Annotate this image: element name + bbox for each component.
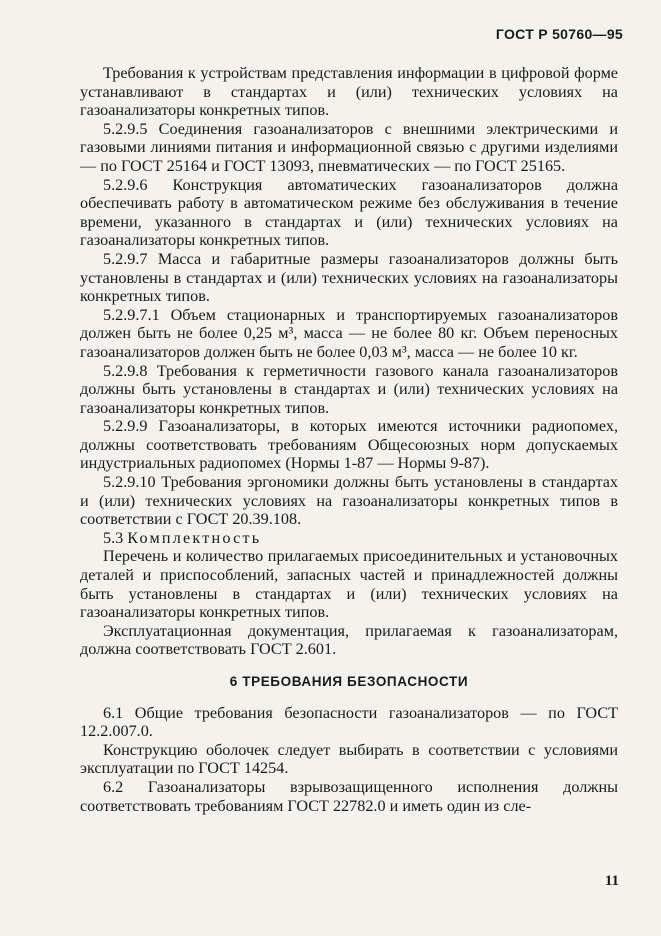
document-header: ГОСТ Р 50760—95 [495,26,623,42]
subsection-title: Комплектность [127,528,262,547]
page-number: 11 [604,873,619,889]
section-title: 6 ТРЕБОВАНИЯ БЕЗОПАСНОСТИ [229,674,469,689]
paragraph-6-2: 6.2 Газоанализаторы взрывозащищенного исполнения должны соответствовать требованиям ГОСТ 22782.0 и иметь один из сле- [80,777,618,815]
paragraph-5-2-9-7: 5.2.9.7 Масса и габаритные размеры газоанализаторов должны быть установлены в стандартах и (или) технических условиях на газоанализаторы конкретных типов. [80,249,618,306]
paragraph-5-2-9-6: 5.2.9.6 Конструкция автоматических газоанализаторов должна обеспечивать работу в автоматическом режиме без обслуживания в течение времени, указанного в стандартах и (или) технических условиях на газоанализаторы конкретных типов. [80,175,618,250]
paragraph-documentation: Эксплуатационная документация, прилагаемая к газоанализаторам, должна соответствовать ГОСТ 2.601. [80,621,618,659]
paragraph-6-1: 6.1 Общие требования безопасности газоанализаторов — по ГОСТ 12.2.007.0. [80,703,618,741]
paragraph-components: Перечень и количество прилагаемых присоединительных и установочных деталей и приспособлений, запасных частей и принадлежностей должны быть установлены в стандартах и (или) технических условиях на газоанализаторы конкретных типов. [80,547,618,622]
paragraph-5-2-9-9: 5.2.9.9 Газоанализаторы, в которых имеются источники радиопомех, должны соответствовать требованиям Общесоюзных норм допускаемых индустриальных радиопомех (Нормы 1-87 — Нормы 9-87). [80,417,618,473]
paragraph-enclosures: Конструкцию оболочек следует выбирать в соответствии с условиями эксплуатации по ГОСТ 14254. [80,740,618,778]
paragraph-5-2-9-8: 5.2.9.8 Требования к герметичности газового канала газоанализаторов должны быть установлены в стандартах и (или) технических условиях на газоанализаторы конкретных типов. [80,361,618,417]
paragraph: Требования к устройствам представления информации в цифровой форме устанавливают в стандартах и (или) технических условиях на газоанализаторы конкретных типов. [80,64,618,120]
paragraph-5-2-9-10: 5.2.9.10 Требования эргономики должны быть установлены в стандартах и (или) технических условиях на газоанализаторы конкретных типов в соответствии с ГОСТ 20.39.108. [80,473,618,529]
paragraph-5-2-9-7-1: 5.2.9.7.1 Объем стационарных и транспортируемых газоанализаторов должен быть не более 0,25 м³, масса — не более 80 кг. Объем переносных газоанализаторов должен быть не более 0,03 м³, масса — не более 10 кг. [80,305,618,361]
subsection-number: 5.3 [103,528,124,547]
document-body [80,64,618,815]
paragraph-5-2-9-5: 5.2.9.5 Соединения газоанализаторов с внешними электрическими и газовыми линиями питания и информационной связью с другими изделиями — по ГОСТ 25164 и ГОСТ 13093, пневматических — по ГОСТ 25165. [80,119,618,175]
subsection-heading [80,529,618,548]
